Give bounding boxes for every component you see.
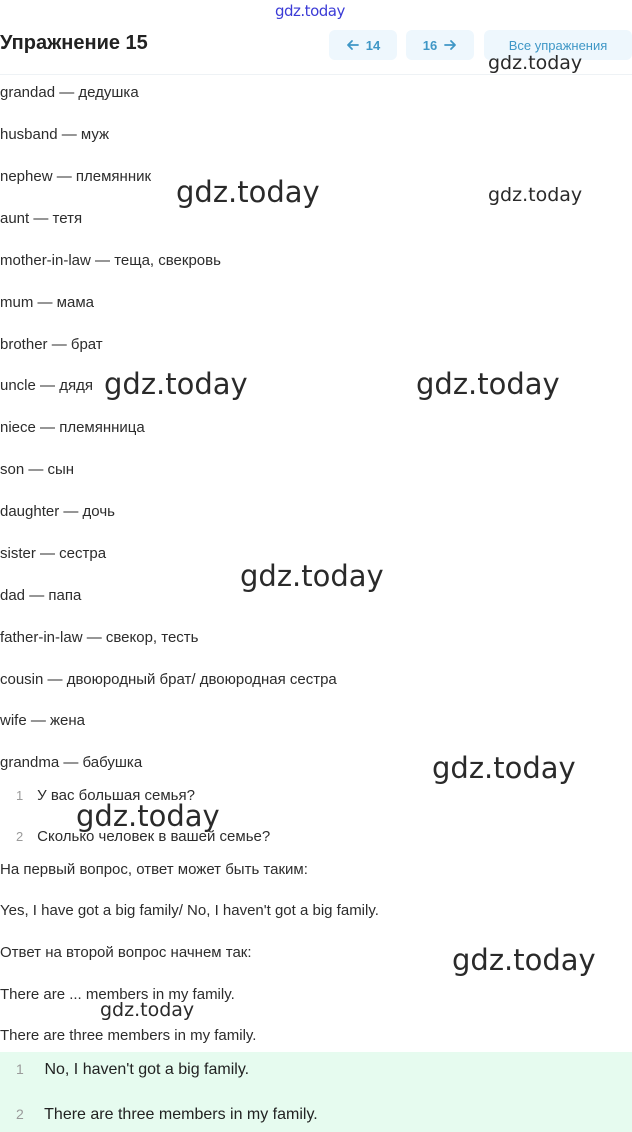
vocab-item: grandma — бабушка [0, 754, 143, 771]
watermark: gdz.today [240, 559, 384, 593]
watermark: gdz.today [488, 52, 583, 74]
answer-text: There are three members in my family. [44, 1106, 318, 1123]
paragraph: There are three members in my family. [0, 1027, 257, 1044]
answer-block [0, 1052, 632, 1132]
vocab-item: sister — сестра [0, 545, 107, 562]
answer-item [16, 1061, 249, 1079]
vocab-item: uncle — дядя [0, 377, 93, 394]
answer-number: 1 [16, 1061, 24, 1077]
question-text: У вас большая семья? [37, 787, 195, 804]
vocab-item: son — сын [0, 461, 75, 478]
next-exercise-label: 16 [422, 37, 438, 53]
watermark: gdz.today [416, 367, 560, 401]
vocab-item: husband — муж [0, 126, 110, 143]
prev-exercise-button[interactable] [329, 30, 397, 60]
vocab-item: wife — жена [0, 712, 86, 729]
page-title: Упражнение 15 [0, 32, 148, 54]
vocab-item: mother-in-law — теща, свекровь [0, 252, 221, 269]
paragraph: There are ... members in my family. [0, 986, 235, 1003]
question-text: Сколько человек в вашей семье? [37, 828, 271, 845]
site-logo[interactable]: gdz.today [275, 2, 345, 20]
paragraph: Yes, I have got a big family/ No, I haven't got a big family. [0, 902, 379, 919]
watermark: gdz.today [100, 999, 195, 1021]
watermark: gdz.today [432, 751, 576, 785]
question-item [16, 787, 195, 804]
exercise-header [0, 28, 632, 75]
next-exercise-button[interactable] [406, 30, 474, 60]
vocab-item: cousin — двоюродный брат/ двоюродная сестра [0, 671, 337, 688]
vocab-item: mum — мама [0, 294, 94, 311]
question-item [16, 828, 270, 845]
arrow-right-icon [443, 38, 457, 52]
question-number: 1 [16, 788, 24, 803]
prev-exercise-label: 14 [365, 37, 381, 53]
answer-item [16, 1106, 318, 1124]
answer-text: No, I haven't got a big family. [44, 1061, 250, 1078]
watermark: gdz.today [76, 799, 220, 833]
watermark: gdz.today [488, 184, 583, 206]
question-number: 2 [16, 829, 24, 844]
vocab-item: brother — брат [0, 336, 103, 353]
all-exercises-button[interactable] [484, 30, 632, 60]
paragraph: На первый вопрос, ответ может быть таким: [0, 861, 308, 878]
watermark: gdz.today [452, 943, 596, 977]
vocab-item: daughter — дочь [0, 503, 115, 520]
arrow-left-icon [346, 38, 360, 52]
vocab-item: niece — племянница [0, 419, 145, 436]
watermark: gdz.today [104, 367, 248, 401]
vocab-item: nephew — племянник [0, 168, 152, 185]
vocab-item: aunt — тетя [0, 210, 83, 227]
all-exercises-label: Все упражнения [508, 37, 608, 53]
vocab-item: dad — папа [0, 587, 82, 604]
watermark: gdz.today [176, 175, 320, 209]
answer-number: 2 [16, 1106, 24, 1122]
vocab-item: grandad — дедушка [0, 84, 139, 101]
vocab-item: father-in-law — свекор, тесть [0, 629, 199, 646]
paragraph: Ответ на второй вопрос начнем так: [0, 944, 252, 961]
